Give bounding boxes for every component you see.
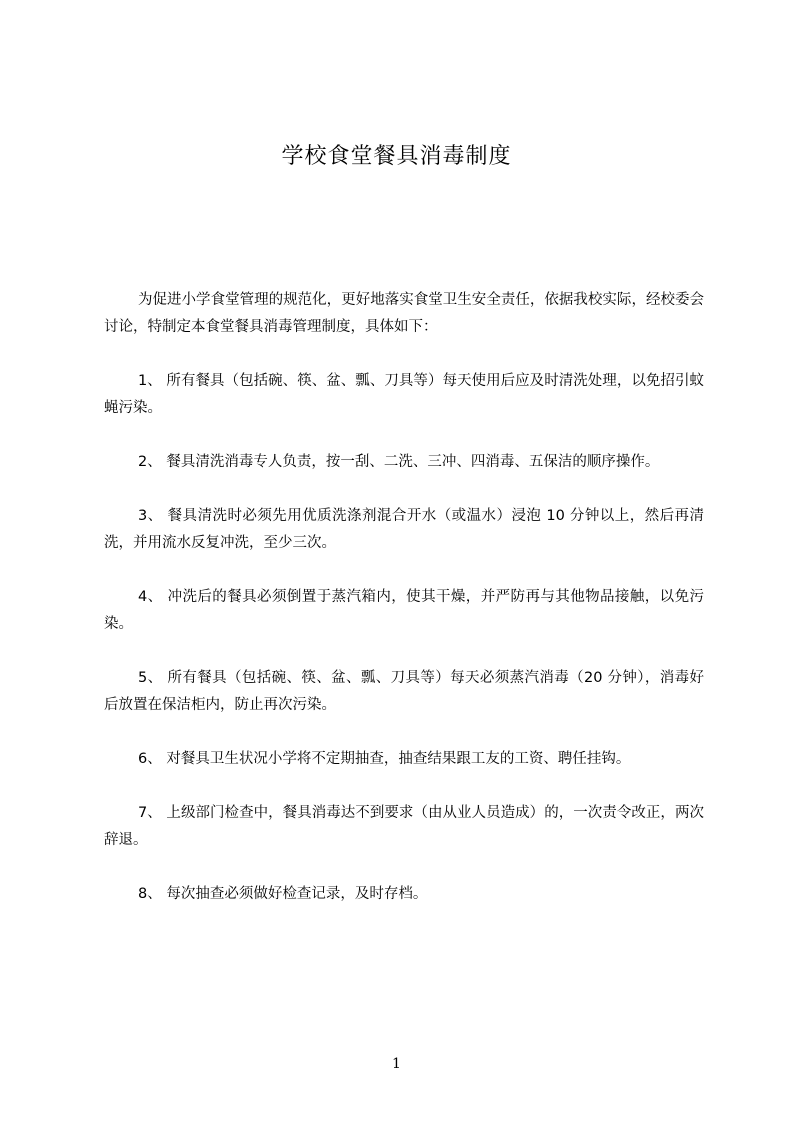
document-title: 学校食堂餐具消毒制度 [281,144,512,169]
rule-item-1: 1、 所有餐具（包括碗、筷、盆、瓢、刀具等）每天使用后应及时清洗处理，以免招引蚊蝇污染。 [104,373,704,416]
rule-item-7: 7、 上级部门检查中，餐具消毒达不到要求（由从业人员造成）的，一次责令改正，两次辞退。 [104,805,704,848]
intro-paragraph: 为促进小学食堂管理的规范化，更好地落实食堂卫生安全责任，依据我校实际，经校委会讨论，特制定本食堂餐具消毒管理制度，具体如下： [104,292,704,335]
rule-item-5: 5、 所有餐具（包括碗、筷、盆、瓢、刀具等）每天必须蒸汽消毒（20 分钟），消毒好后放置在保洁柜内，防止再次污染。 [104,670,704,713]
document-body [104,287,704,935]
page-number: 1 [392,1056,401,1072]
rule-item-8: 8、 每次抽查必须做好检查记录，及时存档。 [138,886,428,902]
rule-item-3: 3、 餐具清洗时必须先用优质洗涤剂混合开水（或温水）浸泡 10 分钟以上，然后再清洗，并用流水反复冲洗，至少三次。 [104,508,704,551]
rule-item-2: 2、 餐具清洗消毒专人负责，按一刮、二洗、三冲、四消毒、五保洁的顺序操作。 [138,454,660,470]
rule-item-6: 6、 对餐具卫生状况小学将不定期抽查，抽查结果跟工友的工资、聘任挂钩。 [138,751,631,767]
rule-item-4: 4、 冲洗后的餐具必须倒置于蒸汽箱内，使其干燥，并严防再与其他物品接触，以免污染。 [104,589,704,632]
